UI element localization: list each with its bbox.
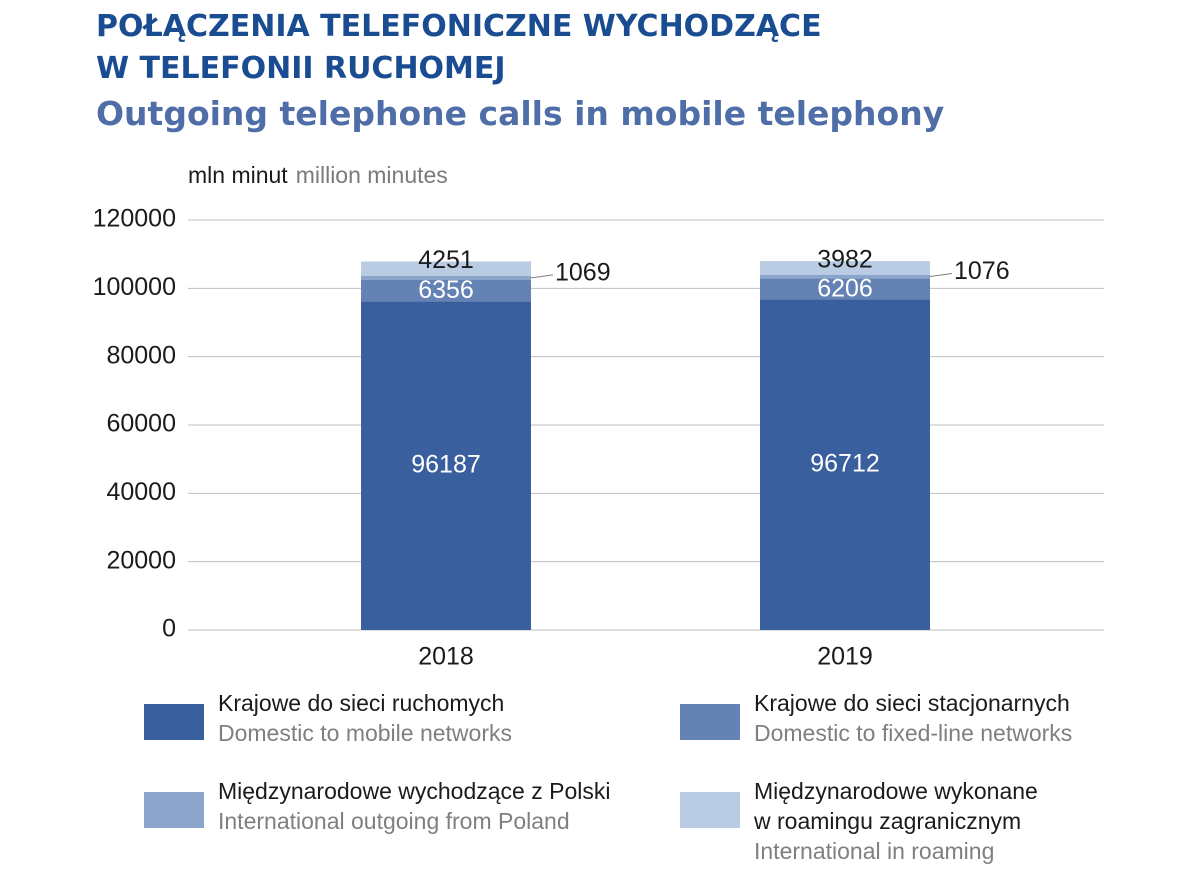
y-tick-label-0: 0 <box>162 614 176 643</box>
chart-title-line-2: W TELEFONII RUCHOMEJ <box>96 51 506 86</box>
legend-label-domestic-fixed <box>754 688 1072 748</box>
legend-swatch-international-outgoing <box>144 792 204 828</box>
y-tick-label-120000: 120000 <box>92 204 176 233</box>
data-label-2018-international-outgoing: 1069 <box>555 258 611 287</box>
data-label-2019-international-roaming: 3982 <box>817 245 873 274</box>
y-tick-label-60000: 60000 <box>106 409 176 438</box>
x-tick-label-2019: 2019 <box>817 642 873 671</box>
legend-label-international-outgoing <box>218 776 610 836</box>
y-tick-label-100000: 100000 <box>92 272 176 301</box>
x-tick-label-2018: 2018 <box>418 642 474 671</box>
unit-label-pl: mln minut <box>188 162 288 188</box>
y-tick-label-20000: 20000 <box>106 546 176 575</box>
leader-line-2018 <box>531 275 553 278</box>
legend-label-en: International outgoing from Poland <box>218 808 570 834</box>
data-label-2019-domestic-mobile: 96712 <box>810 449 880 478</box>
data-label-2018-domestic-mobile: 96187 <box>411 450 481 479</box>
chart-title-line-1: POŁĄCZENIA TELEFONICZNE WYCHODZĄCE <box>96 9 822 44</box>
unit-label-en: million minutes <box>295 162 448 188</box>
legend-swatch-domestic-mobile <box>144 704 204 740</box>
y-tick-label-40000: 40000 <box>106 477 176 506</box>
legend-label-en: Domestic to mobile networks <box>218 720 512 746</box>
legend-label-pl-line-1: Międzynarodowe wykonane <box>754 778 1038 804</box>
legend-label-pl: Krajowe do sieci ruchomych <box>218 690 505 716</box>
legend-swatch-international-roaming <box>680 792 740 828</box>
legend-label-pl-line-2: w roamingu zagranicznym <box>754 808 1022 834</box>
legend-label-en: Domestic to fixed-line networks <box>754 720 1073 746</box>
data-label-2018-international-roaming: 4251 <box>418 246 474 275</box>
legend-label-pl: Krajowe do sieci stacjonarnych <box>754 690 1070 716</box>
legend-label-domestic-mobile <box>218 688 512 748</box>
y-tick-label-80000: 80000 <box>106 341 176 370</box>
legend-label-international-roaming <box>754 776 1038 866</box>
chart-subtitle: Outgoing telephone calls in mobile telephony <box>96 94 945 133</box>
data-label-2019-international-outgoing: 1076 <box>954 257 1010 286</box>
legend-label-en: International in roaming <box>754 838 995 864</box>
data-label-2019-domestic-fixed: 6206 <box>817 274 873 303</box>
legend-label-pl: Międzynarodowe wychodzące z Polski <box>218 778 611 804</box>
data-label-2018-domestic-fixed: 6356 <box>418 276 474 305</box>
leader-line-2019 <box>930 274 952 277</box>
legend-swatch-domestic-fixed <box>680 704 740 740</box>
